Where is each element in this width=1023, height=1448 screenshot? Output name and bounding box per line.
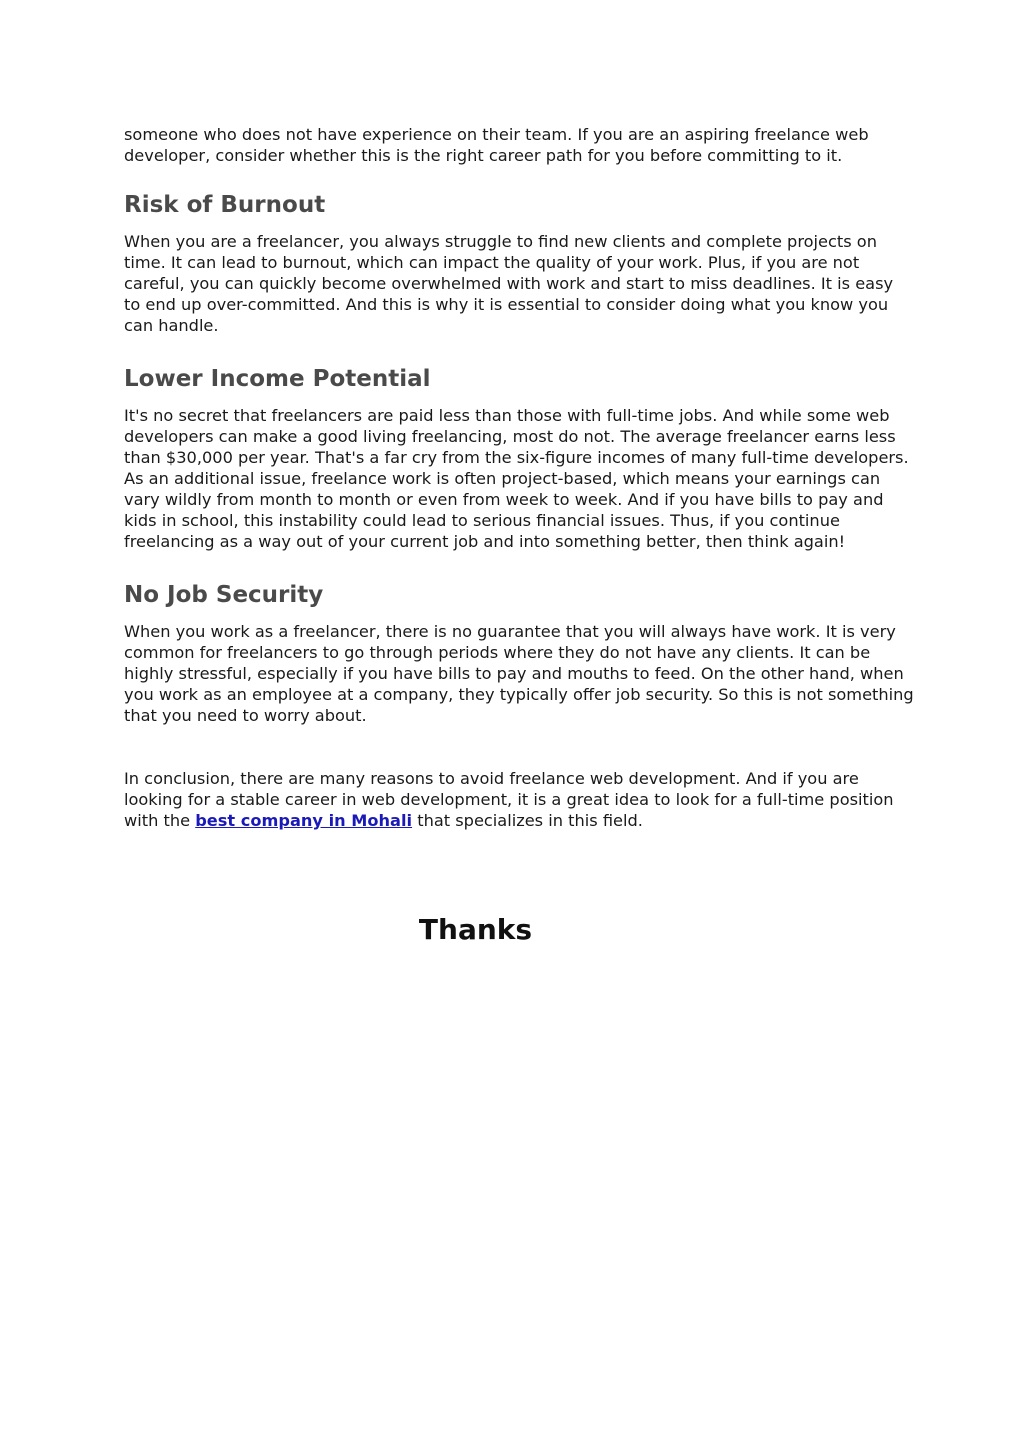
closing-thanks: Thanks [418,913,533,946]
intro-paragraph: someone who does not have experience on their team. If you are an aspiring freelance web developer, consider whether this is the right career path for you before committing to it. [124,125,869,165]
conclusion-paragraph [124,768,914,831]
best-company-link[interactable]: best company in Mohali [195,811,413,830]
heading-lower-income-potential: Lower Income Potential [124,366,431,392]
paragraph-no-job-security: When you work as a freelancer, there is no guarantee that you will always have work. It is very common for freelancers to go through periods where they do not have any clients. It can be highly stressful, especially if you have bills to pay and mouths to feed. On the other hand, when you work as an employee at a company, they typically offer job security. So this is not something that you need to worry about. [124,622,914,725]
heading-risk-of-burnout: Risk of Burnout [124,192,326,218]
conclusion-text-before-link: In conclusion, there are many reasons to avoid freelance web development. And if you are looking for a stable career in web development, it is a great idea to look for a full-time position with the [124,769,894,830]
conclusion-text-after-link: that specializes in this field. [412,811,643,830]
paragraph-lower-income-potential: It's no secret that freelancers are paid less than those with full-time jobs. And while some web developers can make a good living freelancing, most do not. The average freelancer earns less than $30,000 per year. That's a far cry from the six-figure incomes of many full-time developers. As an additional issue, freelance work is often project-based, which means your earnings can vary wildly from month to month or even from week to week. And if you have bills to pay and kids in school, this instability could lead to serious financial issues. Thus, if you continue freelancing as a way out of your current job and into something better, then think again! [124,406,909,551]
heading-no-job-security: No Job Security [124,582,324,608]
paragraph-risk-of-burnout: When you are a freelancer, you always struggle to find new clients and complete projects on time. It can lead to burnout, which can impact the quality of your work. Plus, if you are not careful, you can quickly become overwhelmed with work and start to miss deadlines. It is easy to end up over-committed. And this is why it is essential to consider doing what you know you can handle. [124,232,894,335]
document-body [124,124,914,831]
